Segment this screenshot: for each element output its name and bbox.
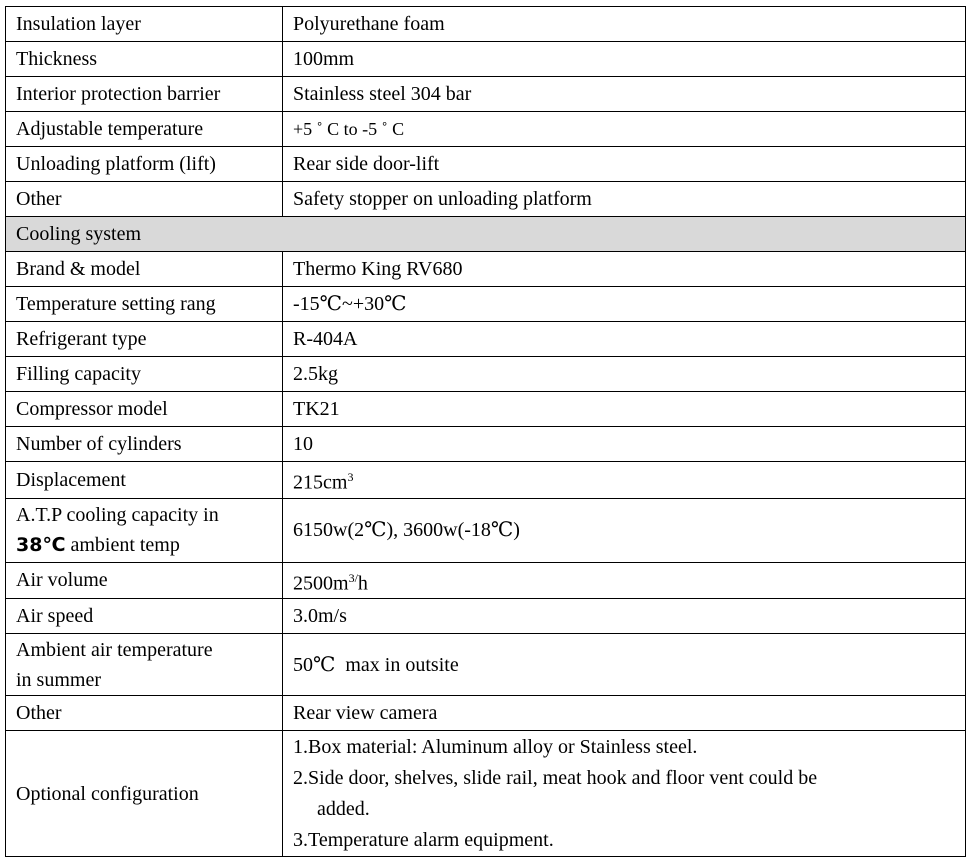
table-row [6,7,966,42]
atp-label-bold: 38℃ [16,534,66,557]
row-label: Compressor model [6,392,283,427]
row-label: Thickness [6,42,283,77]
ambient-label-line1: Ambient air temperature [16,638,213,661]
row-label: Brand & model [6,252,283,287]
option-item: 2.Side door, shelves, slide rail, meat hook and floor vent could be [293,766,818,789]
table-row [6,599,966,634]
spec-table [5,6,966,857]
row-label: Unloading platform (lift) [6,147,283,182]
air-volume-unit: h [357,572,368,595]
row-label: Adjustable temperature [6,112,283,147]
table-row [6,562,966,599]
superscript: 3 [347,470,354,484]
row-value: 6150w(2℃), 3600w(-18℃) [283,498,966,562]
table-row [6,696,966,731]
table-row [6,182,966,217]
row-value: Polyurethane foam [283,7,966,42]
table-row [6,77,966,112]
table-row [6,287,966,322]
option-item: 3.Temperature alarm equipment. [293,828,554,851]
atp-label-rest: ambient temp [65,534,180,557]
row-label [6,634,283,696]
row-label [6,498,283,562]
row-value: Stainless steel 304 bar [283,77,966,112]
table-row [6,731,966,857]
row-value: +5 ˚ C to -5 ˚ C [283,112,966,147]
row-label: Optional configuration [6,731,283,857]
table-row [6,112,966,147]
row-value [283,731,966,857]
row-value: -15℃~+30℃ [283,287,966,322]
option-item-continuation: added. [317,797,370,820]
row-label: Other [6,182,283,217]
atp-label-line1: A.T.P cooling capacity in [16,504,219,527]
row-label: Refrigerant type [6,322,283,357]
row-label: Air speed [6,599,283,634]
row-value [283,462,966,499]
displacement-value: 215cm [293,471,348,494]
option-item: 1.Box material: Aluminum alloy or Stainless steel. [293,735,698,758]
table-row [6,427,966,462]
table-row [6,322,966,357]
superscript: 3/ [348,570,358,585]
table-row [6,42,966,77]
row-value: 3.0m/s [283,599,966,634]
table-row [6,147,966,182]
atp-label-line2 [16,530,272,560]
row-value: 10 [283,427,966,462]
row-label: Air volume [6,562,283,599]
row-value: R-404A [283,322,966,357]
row-value: 2.5kg [283,357,966,392]
table-row [6,357,966,392]
section-title: Cooling system [6,217,966,252]
table-row [6,498,966,562]
row-value: Rear side door-lift [283,147,966,182]
air-volume-value: 2500m [293,572,349,595]
row-label: Filling capacity [6,357,283,392]
row-value [283,562,966,599]
section-header-row [6,217,966,252]
table-row [6,634,966,696]
row-value: Thermo King RV680 [283,252,966,287]
row-value: Rear view camera [283,696,966,731]
table-row [6,252,966,287]
ambient-label-line2: in summer [16,668,101,691]
row-label: Displacement [6,462,283,499]
row-label: Insulation layer [6,7,283,42]
row-value: Safety stopper on unloading platform [283,182,966,217]
row-label: Number of cylinders [6,427,283,462]
row-label: Other [6,696,283,731]
row-label: Interior protection barrier [6,77,283,112]
row-label: Temperature setting rang [6,287,283,322]
row-value: 100mm [283,42,966,77]
table-row [6,462,966,499]
row-value: 50℃ max in outsite [283,634,966,696]
table-row [6,392,966,427]
row-value: TK21 [283,392,966,427]
